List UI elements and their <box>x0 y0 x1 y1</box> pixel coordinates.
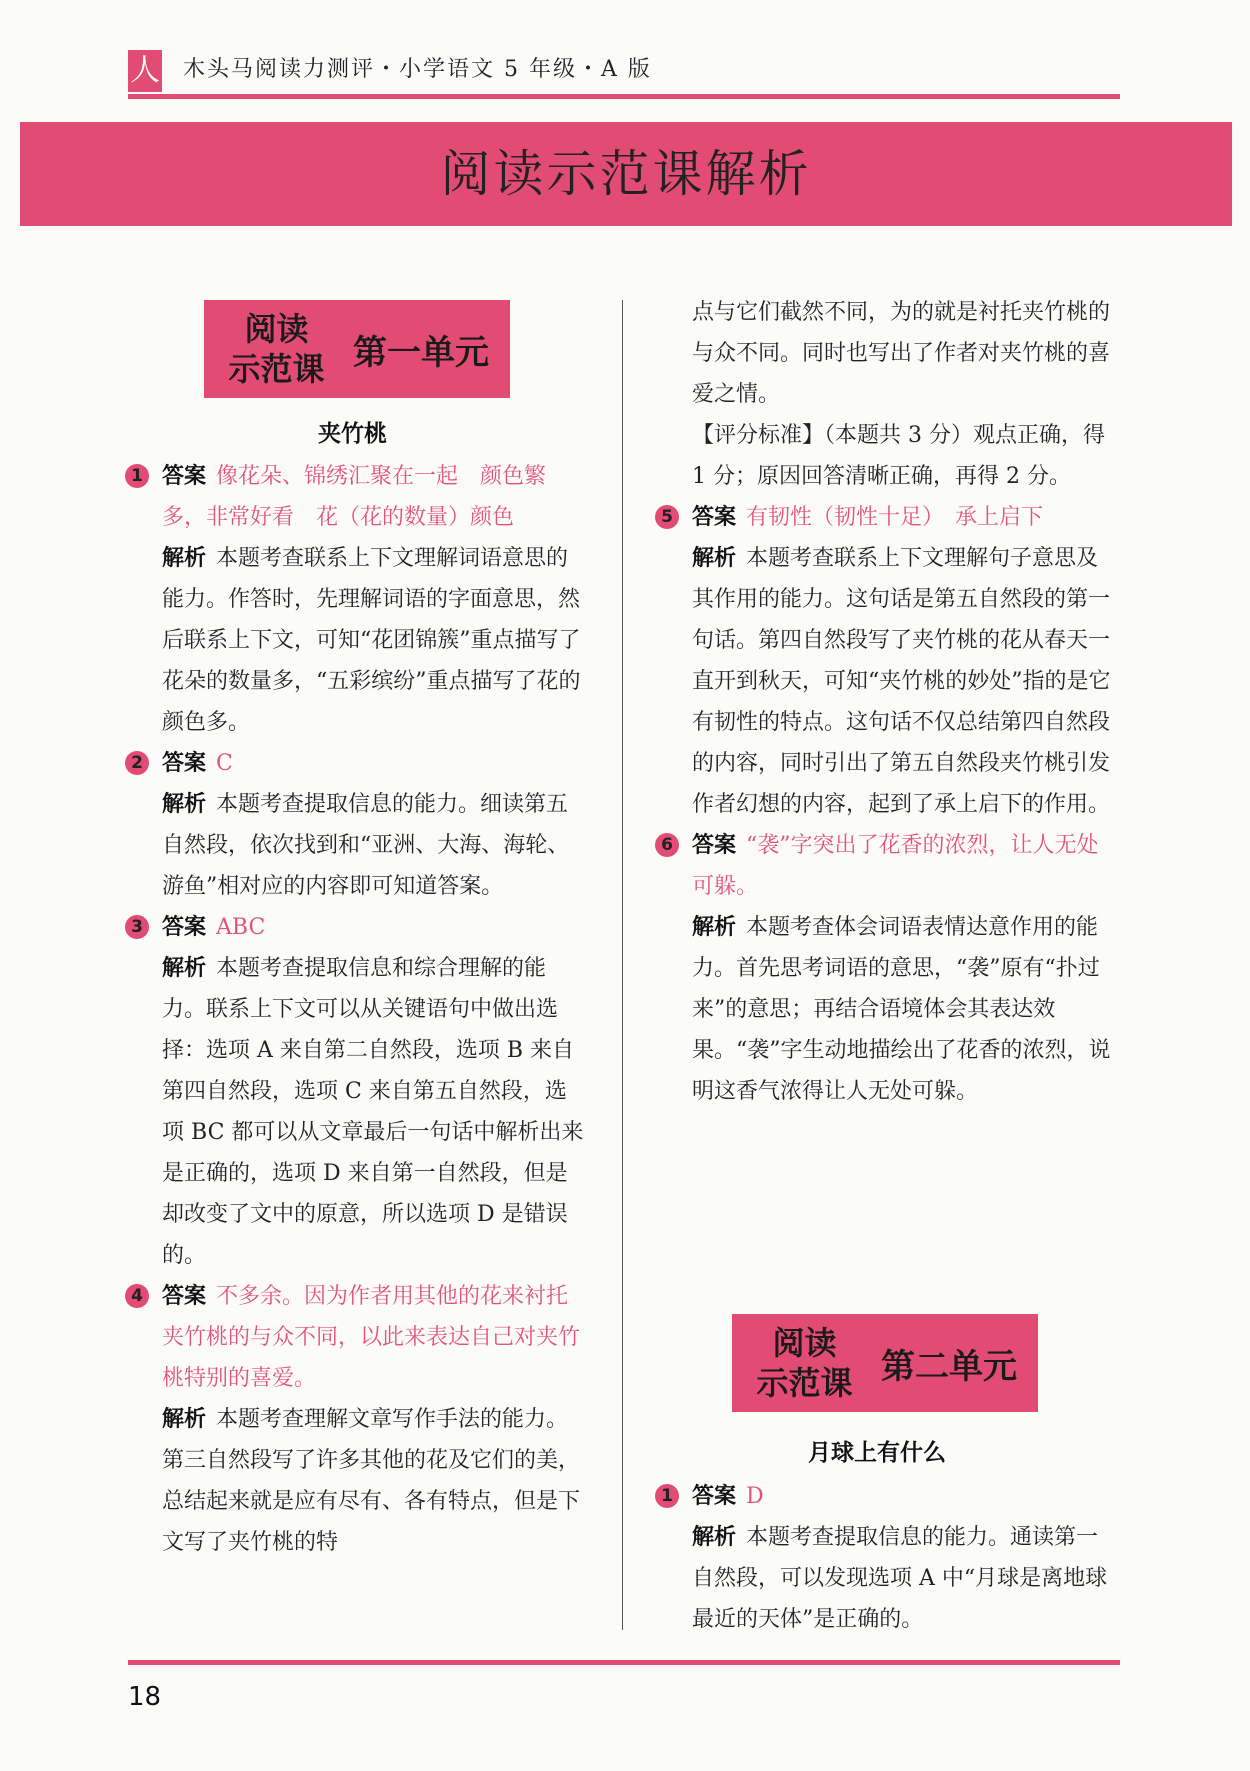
unit1-badge <box>204 300 510 398</box>
analysis-text: 本题考查提取信息和综合理解的能力。联系上下文可以从关键语句中做出选择：选项 A 来自第二自然段，选项 B 来自第四自然段，选项 C 来自第五自然段，选项 BC 都可以从文章最后一句话中解析出来是正确的，选项 D 来自第一自然段，但是却改变了文中的原意，所以选项 D 是错误的。 <box>162 956 584 1268</box>
right-column <box>661 292 1120 1112</box>
question-item <box>131 1276 588 1563</box>
analysis-line <box>162 948 588 1276</box>
answer-text: C <box>216 751 233 776</box>
question-item <box>131 907 588 1276</box>
question-number: 1 <box>655 1484 679 1508</box>
answer-label: 答案 <box>162 1284 207 1309</box>
analysis-line <box>692 907 1120 1112</box>
unit2-badge-right: 第二单元 <box>881 1346 1017 1387</box>
question-number: 2 <box>125 751 149 775</box>
answer-label: 答案 <box>692 505 737 530</box>
badge-line: 阅读 <box>244 310 309 348</box>
question-number: 4 <box>125 1284 149 1308</box>
banner-title: 阅读示范课解析 <box>440 145 812 203</box>
question-item <box>131 743 588 907</box>
badge-line: 示范课 <box>756 1364 853 1402</box>
question-number: 5 <box>655 505 679 529</box>
analysis-label: 解析 <box>162 956 207 981</box>
analysis-text: 本题考查提取信息的能力。通读第一自然段，可以发现选项 A 中“月球是离地球最近的天体”是正确的。 <box>692 1525 1108 1632</box>
analysis-line <box>162 1399 588 1563</box>
footer-rule <box>128 1660 1120 1665</box>
answer-text: D <box>746 1484 764 1509</box>
analysis-line <box>162 538 588 743</box>
answer-text: 不多余。因为作者用其他的花来衬托夹竹桃的与众不同，以此来表达自己对夹竹桃特别的喜爱。 <box>162 1284 581 1391</box>
question-item <box>661 497 1120 825</box>
header-rule <box>128 94 1120 99</box>
analysis-label: 解析 <box>162 792 207 817</box>
question-number: 1 <box>125 464 149 488</box>
page-number: 18 <box>128 1682 162 1712</box>
analysis-label: 解析 <box>692 546 737 571</box>
publisher-logo-icon: 人 <box>128 50 162 92</box>
analysis-label: 解析 <box>162 1407 207 1432</box>
answer-text: 像花朵、锦绣汇聚在一起 颜色繁多，非常好看 花（花的数量）颜色 <box>162 464 547 530</box>
analysis-line <box>692 1517 1120 1640</box>
question-item <box>661 825 1120 1112</box>
answer-label: 答案 <box>162 464 207 489</box>
analysis-text: 本题考查体会词语表情达意作用的能力。首先思考词语的意思，“袭”原有“扑过来”的意思；再结合语境体会其表达效果。“袭”字生动地描绘出了花香的浓烈，说明这香气浓得让人无处可躲。 <box>692 915 1111 1104</box>
left-column <box>131 456 588 1563</box>
question-item <box>661 1476 1120 1640</box>
answer-line <box>162 456 588 538</box>
unit1-badge-left <box>204 309 349 389</box>
column-divider <box>622 300 623 1630</box>
analysis-line <box>692 538 1120 825</box>
analysis-label: 解析 <box>162 546 207 571</box>
analysis-line <box>162 784 588 907</box>
question-item <box>131 456 588 743</box>
unit1-badge-right: 第一单元 <box>353 332 489 373</box>
answer-line <box>162 1276 588 1399</box>
unit2-badge <box>732 1314 1038 1412</box>
answer-label: 答案 <box>162 751 207 776</box>
answer-line <box>692 825 1120 907</box>
answer-label: 答案 <box>692 1484 737 1509</box>
unit2-badge-left <box>732 1323 877 1403</box>
answer-label: 答案 <box>162 915 207 940</box>
analysis-text: 本题考查提取信息的能力。细读第五自然段，依次找到和“亚洲、大海、海轮、游鱼”相对应的内容即可知道答案。 <box>162 792 570 899</box>
answer-line <box>692 1476 1120 1517</box>
analysis-label: 解析 <box>692 1525 737 1550</box>
answer-line <box>692 497 1120 538</box>
answer-text: ABC <box>216 915 266 940</box>
right-column-unit2 <box>661 1476 1120 1640</box>
answer-label: 答案 <box>692 833 737 858</box>
section-banner <box>20 122 1232 226</box>
badge-line: 阅读 <box>772 1324 837 1362</box>
question-number: 3 <box>125 915 149 939</box>
answer-text: 有韧性（韧性十足） 承上启下 <box>746 505 1044 530</box>
running-header: 木头马阅读力测评・小学语文 5 年级・A 版 <box>183 57 652 82</box>
analysis-text: 本题考查联系上下文理解句子意思及其作用的能力。这句话是第五自然段的第一句话。第四自然段写了夹竹桃的花从春天一直开到秋天，可知“夹竹桃的妙处”指的是它有韧性的特点。这句话不仅总结第四自然段的内容，同时引出了第五自然段夹竹桃引发作者幻想的内容，起到了承上启下的作用。 <box>692 546 1111 817</box>
answer-text: “袭”字突出了花香的浓烈，让人无处可躲。 <box>692 833 1099 899</box>
answer-line <box>162 907 588 948</box>
lesson-title-2: 月球上有什么 <box>808 1440 946 1466</box>
scoring-criteria: 【评分标准】（本题共 3 分）观点正确，得 1 分；原因回答清晰正确，再得 2 分。 <box>692 423 1105 489</box>
badge-line: 示范课 <box>228 350 325 388</box>
analysis-label: 解析 <box>692 915 737 940</box>
analysis-text: 本题考查理解文章写作手法的能力。第三自然段写了许多其他的花及它们的美，总结起来就是应有尽有、各有特点，但是下文写了夹竹桃的特 <box>162 1407 581 1555</box>
question-number: 6 <box>655 833 679 857</box>
answer-line <box>162 743 588 784</box>
analysis-continuation: 点与它们截然不同，为的就是衬托夹竹桃的与众不同。同时也写出了作者对夹竹桃的喜爱之情。 <box>692 300 1111 407</box>
analysis-text: 本题考查联系上下文理解词语意思的能力。作答时，先理解词语的字面意思，然后联系上下文，可知“花团锦簇”重点描写了花朵的数量多，“五彩缤纷”重点描写了花的颜色多。 <box>162 546 581 735</box>
lesson-title-1: 夹竹桃 <box>318 421 387 447</box>
